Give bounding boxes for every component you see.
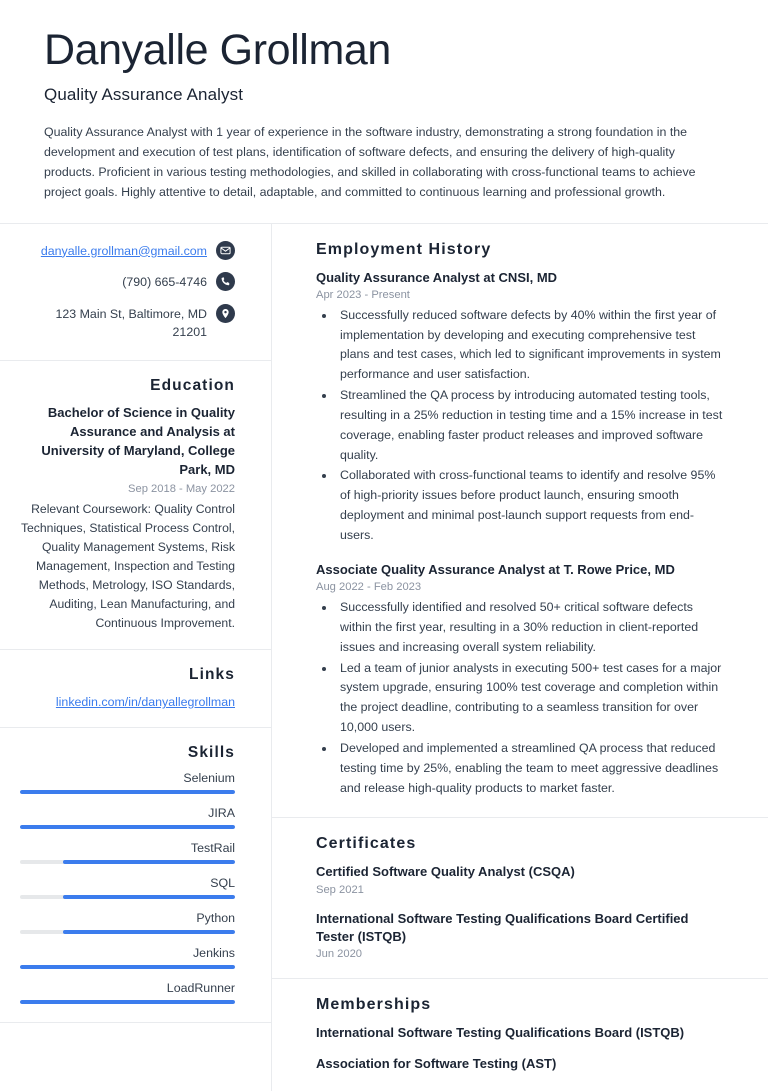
- employment-title: Associate Quality Assurance Analyst at T. Rowe Price, MD: [316, 561, 675, 577]
- profile-summary: Quality Assurance Analyst with 1 year of experience in the software industry, demonstrating a strong foundation in the development and execution of test plans, identification of software defects, and ensuring the delivery of high-quality products. Proficient in various testing methodologies, and skilled in collaborating with cross-functional teams to achieve project goals. Highly attentive to detail, adaptable, and committed to continuous learning and professional growth.: [44, 125, 696, 200]
- membership-entry: Association for Software Testing (AST): [316, 1056, 557, 1072]
- skill-bar-fill: [20, 825, 235, 829]
- contact-block: [0, 224, 271, 361]
- education-title: Bachelor of Science in Quality Assurance and Analysis at University of Maryland, College Park, MD: [41, 404, 235, 477]
- phone-value: (790) 665-4746: [122, 275, 207, 290]
- contact-row-address: [20, 303, 235, 342]
- employment-bullet: • Developed and implemented a streamlined QA process that reduced testing time by 25%, enabling the team to meet aggressive deadlines and release high-quality products to market faster.: [336, 739, 724, 799]
- certificates-block: [272, 818, 768, 979]
- skills-list: [20, 771, 235, 1004]
- skill-name: JIRA: [208, 806, 235, 821]
- certificate-date: Sep 2021: [316, 883, 364, 896]
- skill-bar-track: [20, 790, 235, 794]
- employment-block: [272, 224, 768, 819]
- skill-bar-track: [20, 965, 235, 969]
- skill-name: LoadRunner: [166, 981, 235, 996]
- certificate-entry: [316, 910, 724, 960]
- contact-row-email[interactable]: [20, 240, 235, 261]
- job-headline: Quality Assurance Analyst: [44, 85, 244, 105]
- skills-block: [0, 728, 271, 1023]
- skill-name: SQL: [210, 876, 235, 891]
- certificate-date: Jun 2020: [316, 948, 363, 961]
- education-heading: Education: [150, 376, 235, 394]
- employment-entry: [316, 561, 724, 799]
- skill-item: [20, 981, 235, 1004]
- links-block: [0, 650, 271, 728]
- phone-icon: [216, 272, 235, 291]
- employment-bullet-list: [316, 598, 724, 798]
- page-title: Danyalle Grollman: [44, 26, 391, 74]
- certificates-heading: Certificates: [316, 835, 417, 853]
- skill-bar-fill: [63, 860, 235, 864]
- resume-body: [0, 224, 768, 1091]
- certificates-list: [316, 863, 724, 960]
- skill-bar-track: [20, 895, 235, 899]
- employment-bullet: • Successfully reduced software defects by 40% within the first year of implementation by developing and executing comprehensive test plans and test cases, which led to significant improvements in system performance and user satisfaction.: [336, 306, 724, 385]
- link-item-linkedin[interactable]: linkedin.com/in/danyallegrollman: [55, 695, 235, 710]
- employment-date: Apr 2023 - Present: [316, 288, 410, 301]
- memberships-list: [316, 1024, 724, 1073]
- certificate-title: International Software Testing Qualifications Board Certified Tester (ISTQB): [316, 910, 689, 944]
- skill-name: TestRail: [190, 841, 235, 856]
- skill-item: [20, 841, 235, 864]
- skill-bar-track: [20, 1000, 235, 1004]
- skill-name: Jenkins: [192, 946, 235, 961]
- email-value[interactable]: danyalle.grollman@gmail.com: [40, 243, 207, 258]
- links-heading: Links: [189, 666, 235, 684]
- skill-item: [20, 911, 235, 934]
- certificate-title: Certified Software Quality Analyst (CSQA): [316, 864, 575, 880]
- education-date: Sep 2018 - May 2022: [128, 482, 235, 495]
- employment-date: Aug 2022 - Feb 2023: [316, 581, 422, 594]
- resume-header: [0, 0, 768, 223]
- skill-item: [20, 771, 235, 794]
- sidebar-column: [0, 224, 272, 1091]
- certificate-entry: [316, 863, 724, 895]
- skill-bar-track: [20, 860, 235, 864]
- skill-bar-fill: [63, 895, 235, 899]
- employment-title: Quality Assurance Analyst at CNSI, MD: [316, 269, 558, 285]
- skill-bar-fill: [63, 930, 235, 934]
- skill-bar-fill: [20, 965, 235, 969]
- employment-bullet-list: [316, 306, 724, 546]
- skill-bar-track: [20, 825, 235, 829]
- memberships-block: [272, 979, 768, 1091]
- education-block: [0, 361, 271, 650]
- address-value: 123 Main St, Baltimore, MD 21201: [55, 306, 207, 340]
- employment-list: [316, 269, 724, 799]
- employment-heading: Employment History: [316, 240, 492, 258]
- envelope-icon: [216, 241, 235, 260]
- location-pin-icon: [216, 304, 235, 323]
- skill-bar-track: [20, 930, 235, 934]
- membership-entry: International Software Testing Qualifications Board (ISTQB): [316, 1025, 685, 1041]
- skill-name: Selenium: [183, 771, 235, 786]
- memberships-heading: Memberships: [316, 996, 432, 1014]
- skill-item: [20, 876, 235, 899]
- employment-bullet: • Collaborated with cross-functional teams to identify and resolve 95% of high-priority issues before product launch, ensuring smooth deployment and minimal post-launch support requests from end-users.: [336, 466, 724, 545]
- skill-item: [20, 806, 235, 829]
- education-description: Relevant Coursework: Quality Control Techniques, Statistical Process Control, Quality Management Systems, Risk Management, Inspection and Testing Methods, Metrology, ISO Standards, Auditing, Lean Manufacturing, and Continuous Improvement.: [20, 501, 235, 631]
- skill-bar-fill: [20, 790, 235, 794]
- skills-heading: Skills: [187, 744, 235, 762]
- employment-bullet: • Streamlined the QA process by introducing automated testing tools, resulting in a 25% reduction in testing time and a 15% increase in test coverage, enabling faster product releases and improved software quality.: [336, 386, 724, 465]
- skill-item: [20, 946, 235, 969]
- main-column: [272, 224, 768, 1091]
- skill-bar-fill: [20, 1000, 235, 1004]
- skill-name: Python: [196, 911, 235, 926]
- employment-bullet: • Successfully identified and resolved 50+ critical software defects within the first year, resulting in a 30% reduction in client-reported issues and increasing overall system reliability.: [336, 598, 724, 658]
- employment-entry: [316, 269, 724, 546]
- education-item: [20, 404, 235, 633]
- contact-row-phone: [20, 271, 235, 292]
- employment-bullet: • Led a team of junior analysts in executing 500+ test cases for a major system upgrade, ensuring 100% test coverage and completion within the project deadline, contributing to a seamless transition for over 10,000 users.: [336, 659, 724, 738]
